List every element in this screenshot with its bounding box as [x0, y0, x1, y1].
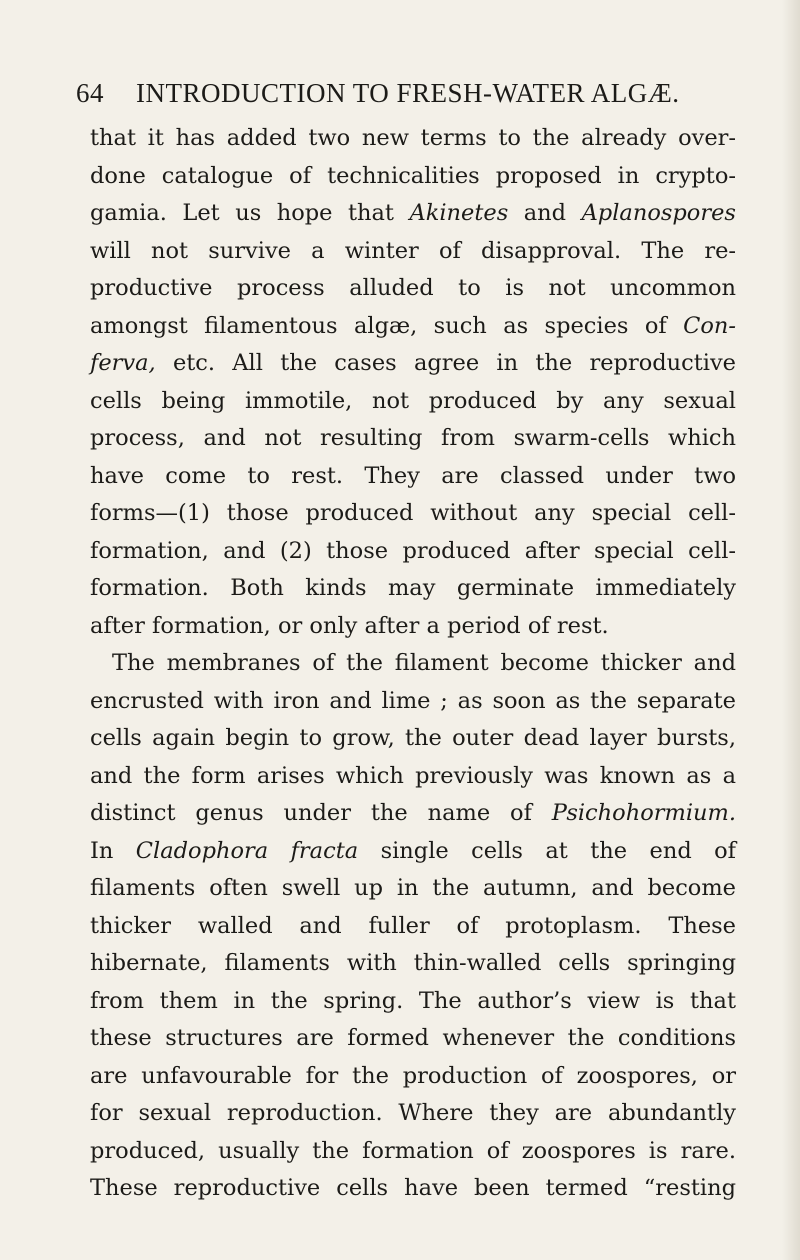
text-line: have come to rest. They are classed under two [90, 462, 736, 489]
running-head [76, 78, 696, 118]
text-fragment: and [508, 200, 582, 226]
text-line: these structures are formed whenever the conditions [90, 1025, 736, 1051]
text-line [90, 833, 736, 871]
text-line: will not survive a winter of disapproval. The re- [90, 237, 736, 264]
text-line: productive process alluded to is not uncommon [90, 275, 736, 301]
italic-term: ferva, [90, 350, 156, 376]
text-fragment: gamia. Let us hope that [90, 200, 410, 226]
text-line: thicker walled and fuller of protoplasm. These [90, 912, 736, 939]
italic-term: Akinetes [409, 200, 509, 226]
italic-term: Con- [683, 312, 736, 339]
text-line: produced, usually the formation of zoospores is rare. [90, 1137, 736, 1164]
text-line [90, 308, 736, 346]
text-line: encrusted with iron and lime ; as soon as the separate [90, 687, 736, 714]
page-number: 64 [76, 78, 104, 108]
text-fragment: In [90, 837, 136, 864]
text-line: hibernate, filaments with thin-walled cells springing [90, 950, 736, 976]
text-line: These reproductive cells have been termed “resting [90, 1175, 736, 1201]
text-fragment: distinct genus under the name of [90, 800, 552, 826]
text-line: cells again begin to grow, the outer dead layer bursts, [90, 725, 736, 751]
text-line [90, 345, 736, 383]
text-line: The membranes of the filament become thicker and [112, 650, 736, 676]
text-line: that it has added two new terms to the already over- [90, 125, 736, 151]
text-line: and the form arises which previously was known as a [90, 762, 736, 789]
text-line: filaments often swell up in the autumn, and become [90, 875, 736, 901]
running-title: INTRODUCTION TO FRESH-WATER ALGÆ. [136, 78, 680, 108]
text-line: for sexual reproduction. Where they are abundantly [90, 1100, 736, 1126]
text-fragment: single cells at the end of [358, 837, 737, 864]
italic-term: Cladophora fracta [135, 837, 359, 864]
text-line: formation, and (2) those produced after special cell- [90, 537, 736, 564]
page-edge-shadow [782, 0, 800, 1260]
italic-term: Aplanospores [581, 200, 736, 226]
text-line: cells being immotile, not produced by any sexual [90, 387, 736, 414]
text-line: are unfavourable for the production of zoospores, or [90, 1062, 736, 1089]
text-line: process, and not resulting from swarm-cells which [90, 425, 736, 451]
text-fragment: amongst filamentous algæ, such as species of [90, 312, 684, 339]
italic-term: Psichohormium. [551, 800, 736, 826]
body-text [90, 120, 736, 1208]
text-line: formation. Both kinds may germinate immediately [90, 575, 736, 601]
text-fragment: etc. All the cases agree in the reproductive [155, 350, 736, 376]
text-line: after formation, or only after a period of rest. [90, 612, 609, 639]
text-line: from them in the spring. The author’s view is that [90, 987, 736, 1014]
text-line: forms—(1) those produced without any special cell- [90, 500, 736, 526]
text-line: done catalogue of technicalities proposed in crypto- [90, 162, 736, 189]
text-line [90, 195, 736, 233]
text-line [90, 795, 736, 833]
